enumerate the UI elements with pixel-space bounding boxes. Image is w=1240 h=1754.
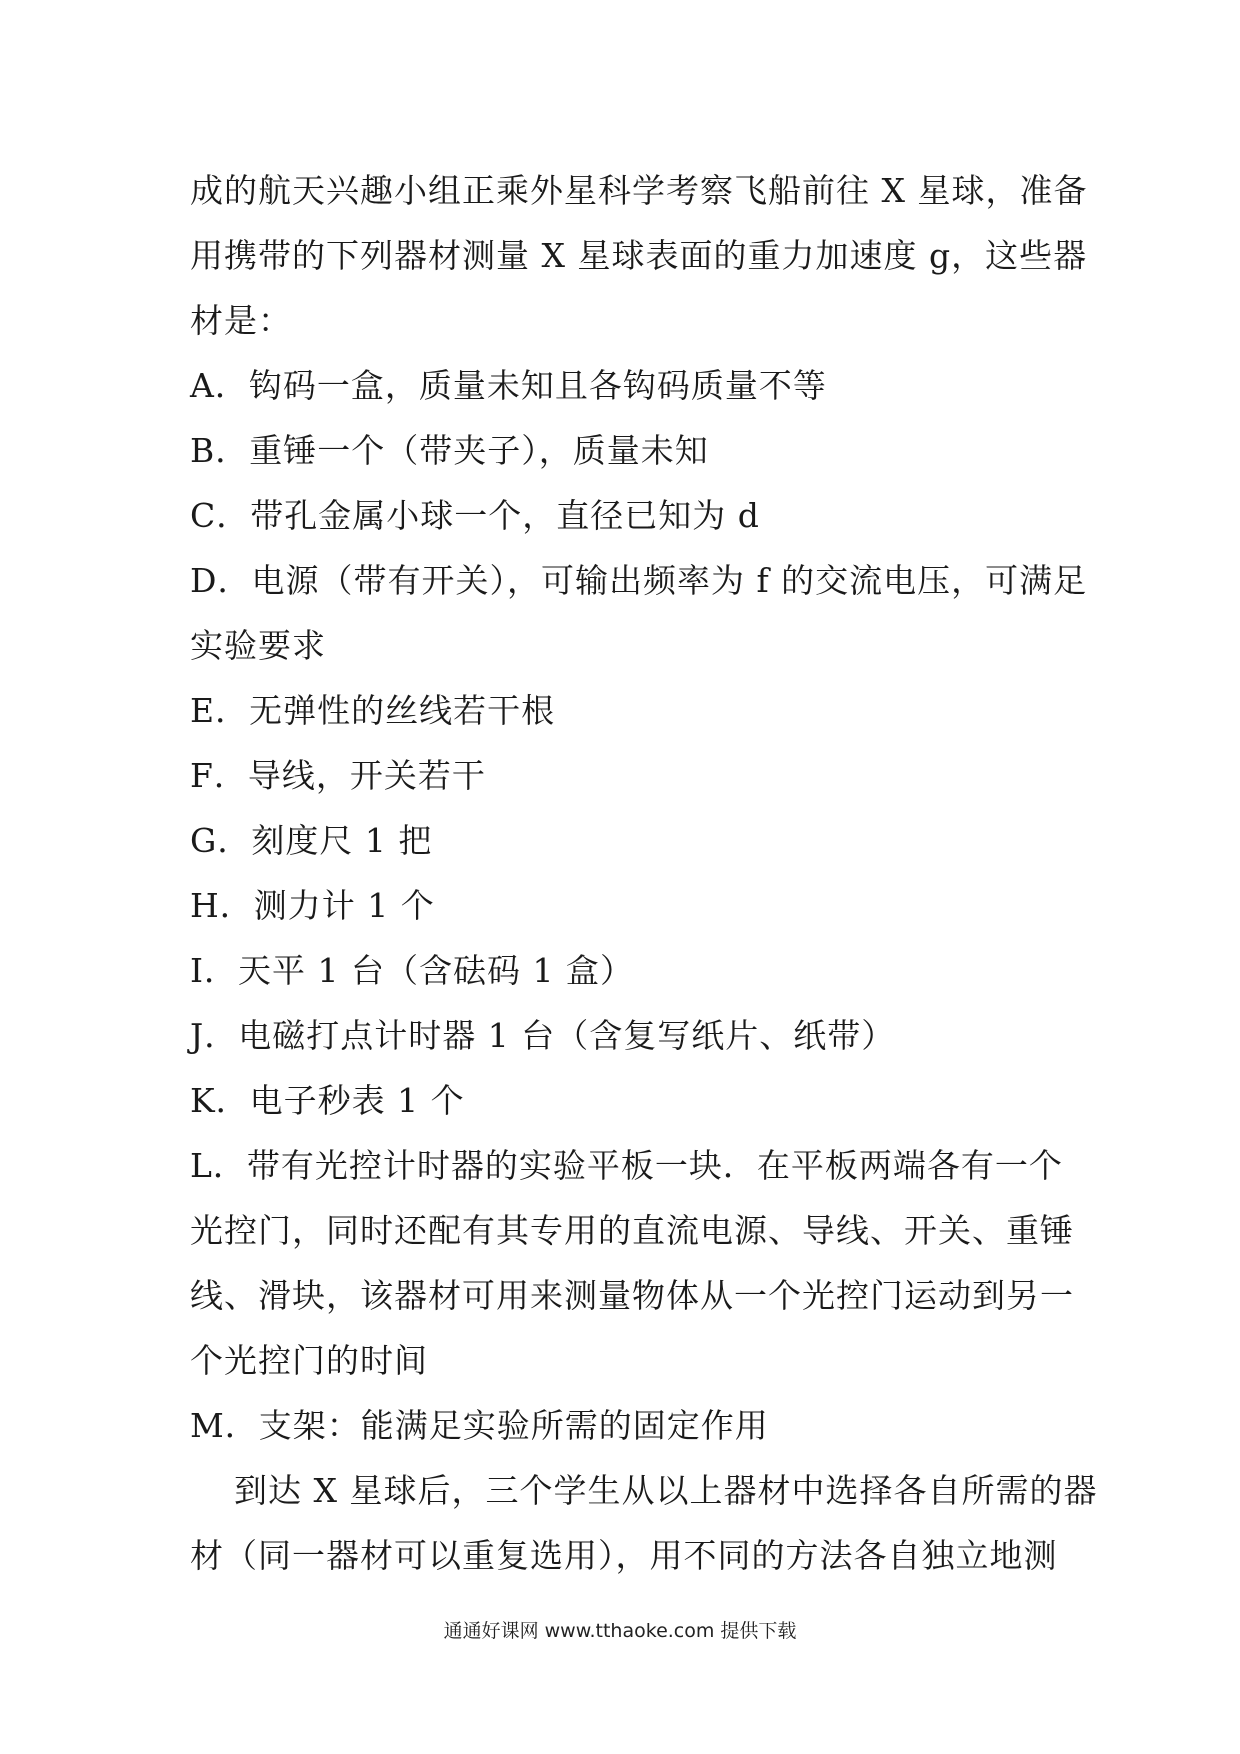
option-j: J．电磁打点计时器 1 台（含复写纸片、纸带） <box>190 1016 896 1055</box>
option-a: A．钩码一盒，质量未知且各钩码质量不等 <box>190 366 827 405</box>
footer-watermark: 通通好课网 www.tthaoke.com 提供下载 <box>443 1620 797 1642</box>
text-line-1: 成的航天兴趣小组正乘外星科学考察飞船前往 X 星球，准备 <box>190 171 1088 210</box>
option-l-cont-3: 个光控门的时间 <box>190 1341 428 1380</box>
body-text <box>190 158 1098 1588</box>
option-c: C．带孔金属小球一个，直径已知为 d <box>190 496 760 535</box>
option-b: B．重锤一个（带夹子），质量未知 <box>190 431 709 470</box>
paragraph-line-2: 材（同一器材可以重复选用），用不同的方法各自独立地测 <box>190 1536 1058 1575</box>
text-line-2: 用携带的下列器材测量 X 星球表面的重力加速度 g，这些器 <box>190 236 1088 275</box>
option-l: L．带有光控计时器的实验平板一块．在平板两端各有一个 <box>190 1146 1063 1185</box>
text-line-3: 材是： <box>190 301 292 340</box>
option-h: H．测力计 1 个 <box>190 886 435 925</box>
option-f: F．导线，开关若干 <box>190 756 486 795</box>
option-i: I．天平 1 台（含砝码 1 盒） <box>190 951 634 990</box>
option-l-cont-1: 光控门，同时还配有其专用的直流电源、导线、开关、重锤 <box>190 1211 1074 1250</box>
option-k: K．电子秒表 1 个 <box>190 1081 465 1120</box>
option-d-cont: 实验要求 <box>190 626 326 665</box>
paragraph-line-1: 到达 X 星球后，三个学生从以上器材中选择各自所需的器 <box>234 1471 1098 1510</box>
option-m: M．支架：能满足实验所需的固定作用 <box>190 1406 769 1445</box>
option-d: D．电源（带有开关），可输出频率为 f 的交流电压，可满足 <box>190 561 1088 600</box>
option-e: E．无弹性的丝线若干根 <box>190 691 556 730</box>
option-g: G．刻度尺 1 把 <box>190 821 433 860</box>
option-l-cont-2: 线、滑块，该器材可用来测量物体从一个光控门运动到另一 <box>190 1276 1074 1315</box>
